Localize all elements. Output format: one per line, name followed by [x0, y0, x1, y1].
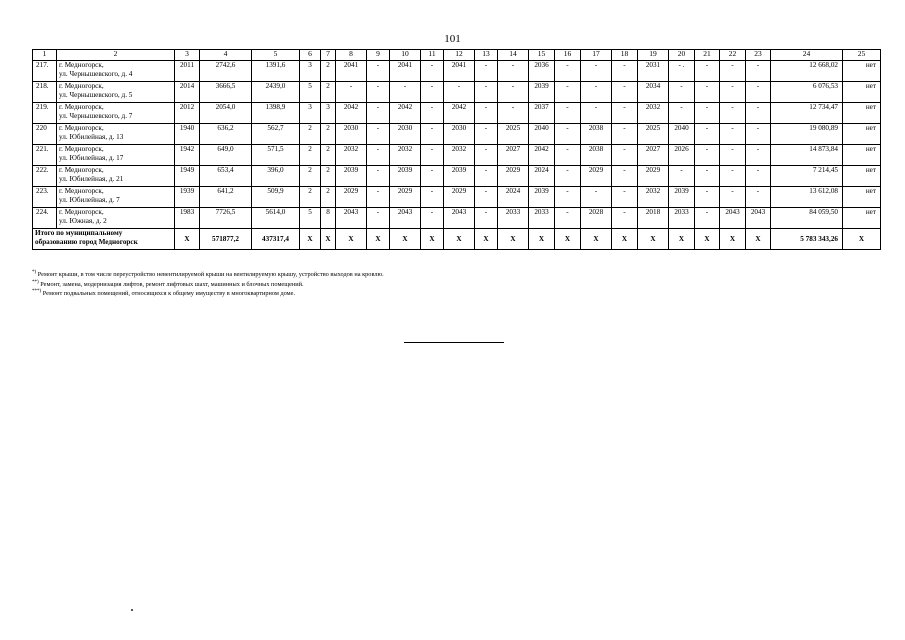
- column-header: 10: [390, 50, 421, 61]
- table-cell: 1949: [175, 166, 200, 187]
- table-cell: -: [612, 208, 638, 229]
- table-cell: 2028: [581, 208, 612, 229]
- total-cell: X: [390, 229, 421, 250]
- table-cell: -: [695, 61, 720, 82]
- table-cell: нет: [843, 124, 881, 145]
- table-cell: -: [695, 166, 720, 187]
- table-cell: 2054,0: [200, 103, 252, 124]
- column-header: 18: [612, 50, 638, 61]
- column-header: 3: [175, 50, 200, 61]
- column-header: 13: [475, 50, 498, 61]
- table-cell: 2042: [444, 103, 475, 124]
- column-header: 24: [771, 50, 843, 61]
- table-cell: 653,4: [200, 166, 252, 187]
- table-cell: -: [555, 82, 581, 103]
- table-row: [33, 187, 881, 208]
- footnote-mark: ***): [32, 289, 42, 295]
- table-cell: 2030: [390, 124, 421, 145]
- table-cell: -: [421, 82, 444, 103]
- table-cell: 13 612,08: [771, 187, 843, 208]
- column-header: 9: [367, 50, 390, 61]
- table-cell: -: [475, 208, 498, 229]
- table-cell: -: [612, 103, 638, 124]
- row-number: 218.: [33, 82, 57, 103]
- table-cell: 3: [321, 103, 336, 124]
- table-cell: -: [367, 208, 390, 229]
- row-number: 222.: [33, 166, 57, 187]
- total-label-line: Итого по муниципальному: [35, 229, 123, 237]
- table-cell: 7726,5: [200, 208, 252, 229]
- table-cell: -: [555, 124, 581, 145]
- table-cell: -: [746, 61, 771, 82]
- table-cell: 2043: [336, 208, 367, 229]
- table-cell: 2043: [720, 208, 746, 229]
- total-cell: X: [175, 229, 200, 250]
- total-cell: X: [421, 229, 444, 250]
- table-cell: -: [367, 145, 390, 166]
- column-header: 8: [336, 50, 367, 61]
- table-cell: -: [475, 187, 498, 208]
- table-cell: -: [421, 187, 444, 208]
- table-cell: 2037: [529, 103, 555, 124]
- address-street: ул. Чернышевского, д. 5: [59, 91, 133, 99]
- total-cell: X: [555, 229, 581, 250]
- table-cell: -: [612, 187, 638, 208]
- table-cell: -: [390, 82, 421, 103]
- table-cell: -: [669, 103, 695, 124]
- table-cell: -: [444, 82, 475, 103]
- table-cell: 2039: [529, 187, 555, 208]
- table-cell: -: [421, 61, 444, 82]
- table-cell: -: [612, 61, 638, 82]
- address-cell: [57, 187, 175, 208]
- address-cell: [57, 61, 175, 82]
- table-cell: 8: [321, 208, 336, 229]
- table-row: [33, 145, 881, 166]
- table-cell: -: [695, 82, 720, 103]
- table-cell: 3: [300, 103, 321, 124]
- address-city: г. Медногорск,: [59, 61, 104, 69]
- table-cell: -: [695, 145, 720, 166]
- address-street: ул. Южная, д. 2: [59, 217, 107, 225]
- table-cell: -: [746, 187, 771, 208]
- table-cell: 2039: [529, 82, 555, 103]
- total-cell: 437317,4: [252, 229, 300, 250]
- table-cell: 2032: [336, 145, 367, 166]
- address-street: ул. Юбилейная, д. 21: [59, 175, 124, 183]
- table-row: [33, 61, 881, 82]
- table-cell: 2439,0: [252, 82, 300, 103]
- table-cell: -: [475, 124, 498, 145]
- table-cell: 571,5: [252, 145, 300, 166]
- total-cell: 5 783 343,26: [771, 229, 843, 250]
- table-cell: 2032: [444, 145, 475, 166]
- repair-schedule-table: [32, 49, 881, 250]
- table-cell: 2: [321, 145, 336, 166]
- table-cell: нет: [843, 166, 881, 187]
- table-cell: 2038: [581, 145, 612, 166]
- table-cell: 396,0: [252, 166, 300, 187]
- scan-speck: [131, 609, 133, 611]
- table-cell: 2032: [390, 145, 421, 166]
- total-cell: X: [367, 229, 390, 250]
- row-number: 219.: [33, 103, 57, 124]
- table-cell: 2041: [444, 61, 475, 82]
- table-cell: -: [367, 103, 390, 124]
- table-cell: -: [581, 103, 612, 124]
- table-cell: 5614,0: [252, 208, 300, 229]
- table-cell: 1939: [175, 187, 200, 208]
- table-cell: 2039: [390, 166, 421, 187]
- table-cell: -: [475, 82, 498, 103]
- total-cell: X: [695, 229, 720, 250]
- table-cell: нет: [843, 145, 881, 166]
- column-header: 21: [695, 50, 720, 61]
- total-cell: X: [638, 229, 669, 250]
- total-cell: X: [444, 229, 475, 250]
- header-row: [33, 50, 881, 61]
- table-cell: -: [475, 103, 498, 124]
- column-header: 17: [581, 50, 612, 61]
- table-cell: -: [475, 166, 498, 187]
- table-cell: -: [612, 124, 638, 145]
- address-city: г. Медногорск,: [59, 166, 104, 174]
- address-city: г. Медногорск,: [59, 187, 104, 195]
- column-header: 14: [498, 50, 529, 61]
- table-cell: -: [695, 124, 720, 145]
- total-cell: X: [529, 229, 555, 250]
- table-cell: 2: [300, 124, 321, 145]
- address-cell: [57, 124, 175, 145]
- table-cell: 2030: [444, 124, 475, 145]
- table-cell: 2041: [336, 61, 367, 82]
- table-cell: 649,0: [200, 145, 252, 166]
- table-cell: -: [720, 124, 746, 145]
- column-header: 23: [746, 50, 771, 61]
- address-cell: [57, 145, 175, 166]
- table-cell: 2: [321, 166, 336, 187]
- table-cell: -: [555, 145, 581, 166]
- table-cell: 2014: [175, 82, 200, 103]
- table-cell: 2025: [638, 124, 669, 145]
- total-label-line: образованию город Медногорск: [35, 238, 138, 246]
- column-header: 2: [57, 50, 175, 61]
- table-cell: 2012: [175, 103, 200, 124]
- table-cell: 2040: [669, 124, 695, 145]
- row-number: 217.: [33, 61, 57, 82]
- table-cell: 2034: [638, 82, 669, 103]
- table-cell: 2: [321, 187, 336, 208]
- table-cell: 2040: [529, 124, 555, 145]
- table-cell: -: [421, 124, 444, 145]
- table-cell: 5: [300, 208, 321, 229]
- column-header: 22: [720, 50, 746, 61]
- table-cell: -: [669, 166, 695, 187]
- total-cell: X: [669, 229, 695, 250]
- table-cell: -: [612, 166, 638, 187]
- table-cell: 2039: [669, 187, 695, 208]
- table-cell: 2027: [638, 145, 669, 166]
- footnote-text: Ремонт крыши, в том числе переустройство невентилируемой крыши на вентилируемую крышу, устройство выходов на кровлю.: [36, 271, 384, 279]
- table-cell: 3: [300, 61, 321, 82]
- address-street: ул. Юбилейная, д. 7: [59, 196, 120, 204]
- table-cell: -: [695, 103, 720, 124]
- table-cell: -: [581, 187, 612, 208]
- address-city: г. Медногорск,: [59, 124, 104, 132]
- table-cell: 2029: [638, 166, 669, 187]
- table-cell: 6 076,53: [771, 82, 843, 103]
- table-cell: 2032: [638, 187, 669, 208]
- table-cell: 2043: [444, 208, 475, 229]
- table-cell: 2: [321, 124, 336, 145]
- address-cell: [57, 208, 175, 229]
- row-number: 220: [33, 124, 57, 145]
- table-cell: 12 668,02: [771, 61, 843, 82]
- address-city: г. Медногорск,: [59, 208, 104, 216]
- table-cell: 2: [300, 166, 321, 187]
- table-cell: -: [612, 82, 638, 103]
- table-cell: 2039: [336, 166, 367, 187]
- table-cell: 1391,6: [252, 61, 300, 82]
- table-row: [33, 208, 881, 229]
- table-cell: -: [746, 103, 771, 124]
- table-cell: 2: [321, 61, 336, 82]
- table-cell: 2033: [669, 208, 695, 229]
- table-cell: 2024: [498, 187, 529, 208]
- footnote: [32, 270, 384, 280]
- page-number: 101: [444, 33, 461, 45]
- table-cell: 2024: [529, 166, 555, 187]
- table-cell: -: [367, 166, 390, 187]
- table-cell: -: [720, 61, 746, 82]
- total-cell: X: [475, 229, 498, 250]
- address-city: г. Медногорск,: [59, 82, 104, 90]
- column-header: 11: [421, 50, 444, 61]
- table-cell: -: [746, 145, 771, 166]
- table-cell: 2030: [336, 124, 367, 145]
- table-cell: 2029: [390, 187, 421, 208]
- table-cell: -: [695, 208, 720, 229]
- total-cell: X: [843, 229, 881, 250]
- footnote: [32, 280, 384, 290]
- table-cell: -: [367, 61, 390, 82]
- table-cell: -: [475, 145, 498, 166]
- table-cell: 641,2: [200, 187, 252, 208]
- table-body: [33, 61, 881, 250]
- table-row: [33, 124, 881, 145]
- table-cell: 1983: [175, 208, 200, 229]
- table-cell: 2: [321, 82, 336, 103]
- address-street: ул. Чернышевского, д. 7: [59, 112, 133, 120]
- table-cell: 2027: [498, 145, 529, 166]
- table-cell: 7 214,45: [771, 166, 843, 187]
- column-header: 4: [200, 50, 252, 61]
- table-cell: 1940: [175, 124, 200, 145]
- total-cell: X: [498, 229, 529, 250]
- table-cell: 2043: [390, 208, 421, 229]
- table-cell: -: [367, 124, 390, 145]
- table-cell: 2041: [390, 61, 421, 82]
- address-street: ул. Юбилейная, д. 13: [59, 133, 124, 141]
- total-row: [33, 229, 881, 250]
- table-cell: 2025: [498, 124, 529, 145]
- table-cell: -: [555, 61, 581, 82]
- table-cell: 636,2: [200, 124, 252, 145]
- table-cell: 509,9: [252, 187, 300, 208]
- table-cell: -: [695, 187, 720, 208]
- table-cell: 2036: [529, 61, 555, 82]
- address-city: г. Медногорск,: [59, 145, 104, 153]
- footnote-text: Ремонт подвальных помещений, относящихся к общему имуществу в многоквартирном доме.: [41, 290, 296, 298]
- table-cell: -: [581, 82, 612, 103]
- address-cell: [57, 82, 175, 103]
- total-label: [33, 229, 175, 250]
- table-cell: 1942: [175, 145, 200, 166]
- table-cell: 2039: [444, 166, 475, 187]
- total-cell: X: [336, 229, 367, 250]
- table-row: [33, 166, 881, 187]
- table-cell: 3666,5: [200, 82, 252, 103]
- table-cell: нет: [843, 82, 881, 103]
- table-cell: 2742,6: [200, 61, 252, 82]
- footnotes: [32, 270, 384, 299]
- footnote-text: Ремонт, замена, модернизация лифтов, ремонт лифтовых шахт, машинных и блочных помещений.: [38, 280, 304, 288]
- table-cell: 14 873,84: [771, 145, 843, 166]
- table-cell: 2029: [498, 166, 529, 187]
- table-cell: -: [720, 145, 746, 166]
- table-cell: -: [720, 103, 746, 124]
- table-cell: -: [475, 61, 498, 82]
- table-cell: 2032: [638, 103, 669, 124]
- column-header: 1: [33, 50, 57, 61]
- column-header: 12: [444, 50, 475, 61]
- table-cell: нет: [843, 103, 881, 124]
- total-cell: X: [321, 229, 336, 250]
- footnote: [32, 289, 384, 299]
- table-cell: -: [421, 166, 444, 187]
- table-cell: 2: [300, 187, 321, 208]
- table-cell: -: [720, 82, 746, 103]
- table-row: [33, 82, 881, 103]
- column-header: 16: [555, 50, 581, 61]
- table-cell: -: [367, 187, 390, 208]
- table-cell: 2011: [175, 61, 200, 82]
- table-cell: -: [612, 145, 638, 166]
- table-cell: 84 059,50: [771, 208, 843, 229]
- row-number: 221.: [33, 145, 57, 166]
- table-cell: -: [367, 82, 390, 103]
- table-cell: -: [746, 124, 771, 145]
- column-header: 6: [300, 50, 321, 61]
- total-cell: 571877,2: [200, 229, 252, 250]
- table-cell: нет: [843, 187, 881, 208]
- column-header: 5: [252, 50, 300, 61]
- table-cell: 12 734,47: [771, 103, 843, 124]
- table-cell: -: [421, 208, 444, 229]
- footnote-mark: **): [32, 279, 39, 285]
- table-cell: 2: [300, 145, 321, 166]
- total-cell: X: [581, 229, 612, 250]
- footnote-mark: *): [32, 270, 37, 275]
- total-cell: X: [300, 229, 321, 250]
- table-cell: -: [720, 166, 746, 187]
- table-cell: 2042: [336, 103, 367, 124]
- table-cell: 2043: [746, 208, 771, 229]
- table-cell: -: [746, 166, 771, 187]
- row-number: 224.: [33, 208, 57, 229]
- column-header: 19: [638, 50, 669, 61]
- table-cell: 2018: [638, 208, 669, 229]
- address-street: ул. Чернышевского, д. 4: [59, 70, 133, 78]
- address-city: г. Медногорск,: [59, 103, 104, 111]
- table-cell: -: [336, 82, 367, 103]
- total-cell: X: [612, 229, 638, 250]
- table-cell: -: [421, 145, 444, 166]
- address-street: ул. Юбилейная, д. 17: [59, 154, 124, 162]
- table-cell: -: [581, 61, 612, 82]
- table-cell: 2042: [390, 103, 421, 124]
- table-cell: 2029: [336, 187, 367, 208]
- table-cell: 562,7: [252, 124, 300, 145]
- table-cell: -: [720, 187, 746, 208]
- table-cell: -: [421, 103, 444, 124]
- table-cell: 2029: [581, 166, 612, 187]
- row-number: 223.: [33, 187, 57, 208]
- table-cell: 2042: [529, 145, 555, 166]
- table-row: [33, 103, 881, 124]
- column-header: 20: [669, 50, 695, 61]
- table-cell: 2033: [498, 208, 529, 229]
- table-cell: 19 080,89: [771, 124, 843, 145]
- address-cell: [57, 166, 175, 187]
- total-cell: X: [720, 229, 746, 250]
- table-cell: 2031: [638, 61, 669, 82]
- table-cell: -: [555, 103, 581, 124]
- table-cell: 2033: [529, 208, 555, 229]
- table-cell: -: [555, 187, 581, 208]
- table-cell: 1398,9: [252, 103, 300, 124]
- table-cell: -: [555, 166, 581, 187]
- table-cell: нет: [843, 61, 881, 82]
- column-header: 25: [843, 50, 881, 61]
- separator-line: [404, 342, 504, 343]
- address-cell: [57, 103, 175, 124]
- table-cell: -: [555, 208, 581, 229]
- table-cell: -: [669, 82, 695, 103]
- column-header: 7: [321, 50, 336, 61]
- table-cell: -: [498, 61, 529, 82]
- table-cell: 2038: [581, 124, 612, 145]
- table-cell: - .: [669, 61, 695, 82]
- table-cell: 5: [300, 82, 321, 103]
- table-cell: -: [498, 103, 529, 124]
- table-cell: 2029: [444, 187, 475, 208]
- table-cell: нет: [843, 208, 881, 229]
- table-cell: -: [498, 82, 529, 103]
- column-header: 15: [529, 50, 555, 61]
- total-cell: X: [746, 229, 771, 250]
- table-cell: -: [746, 82, 771, 103]
- table-cell: 2026: [669, 145, 695, 166]
